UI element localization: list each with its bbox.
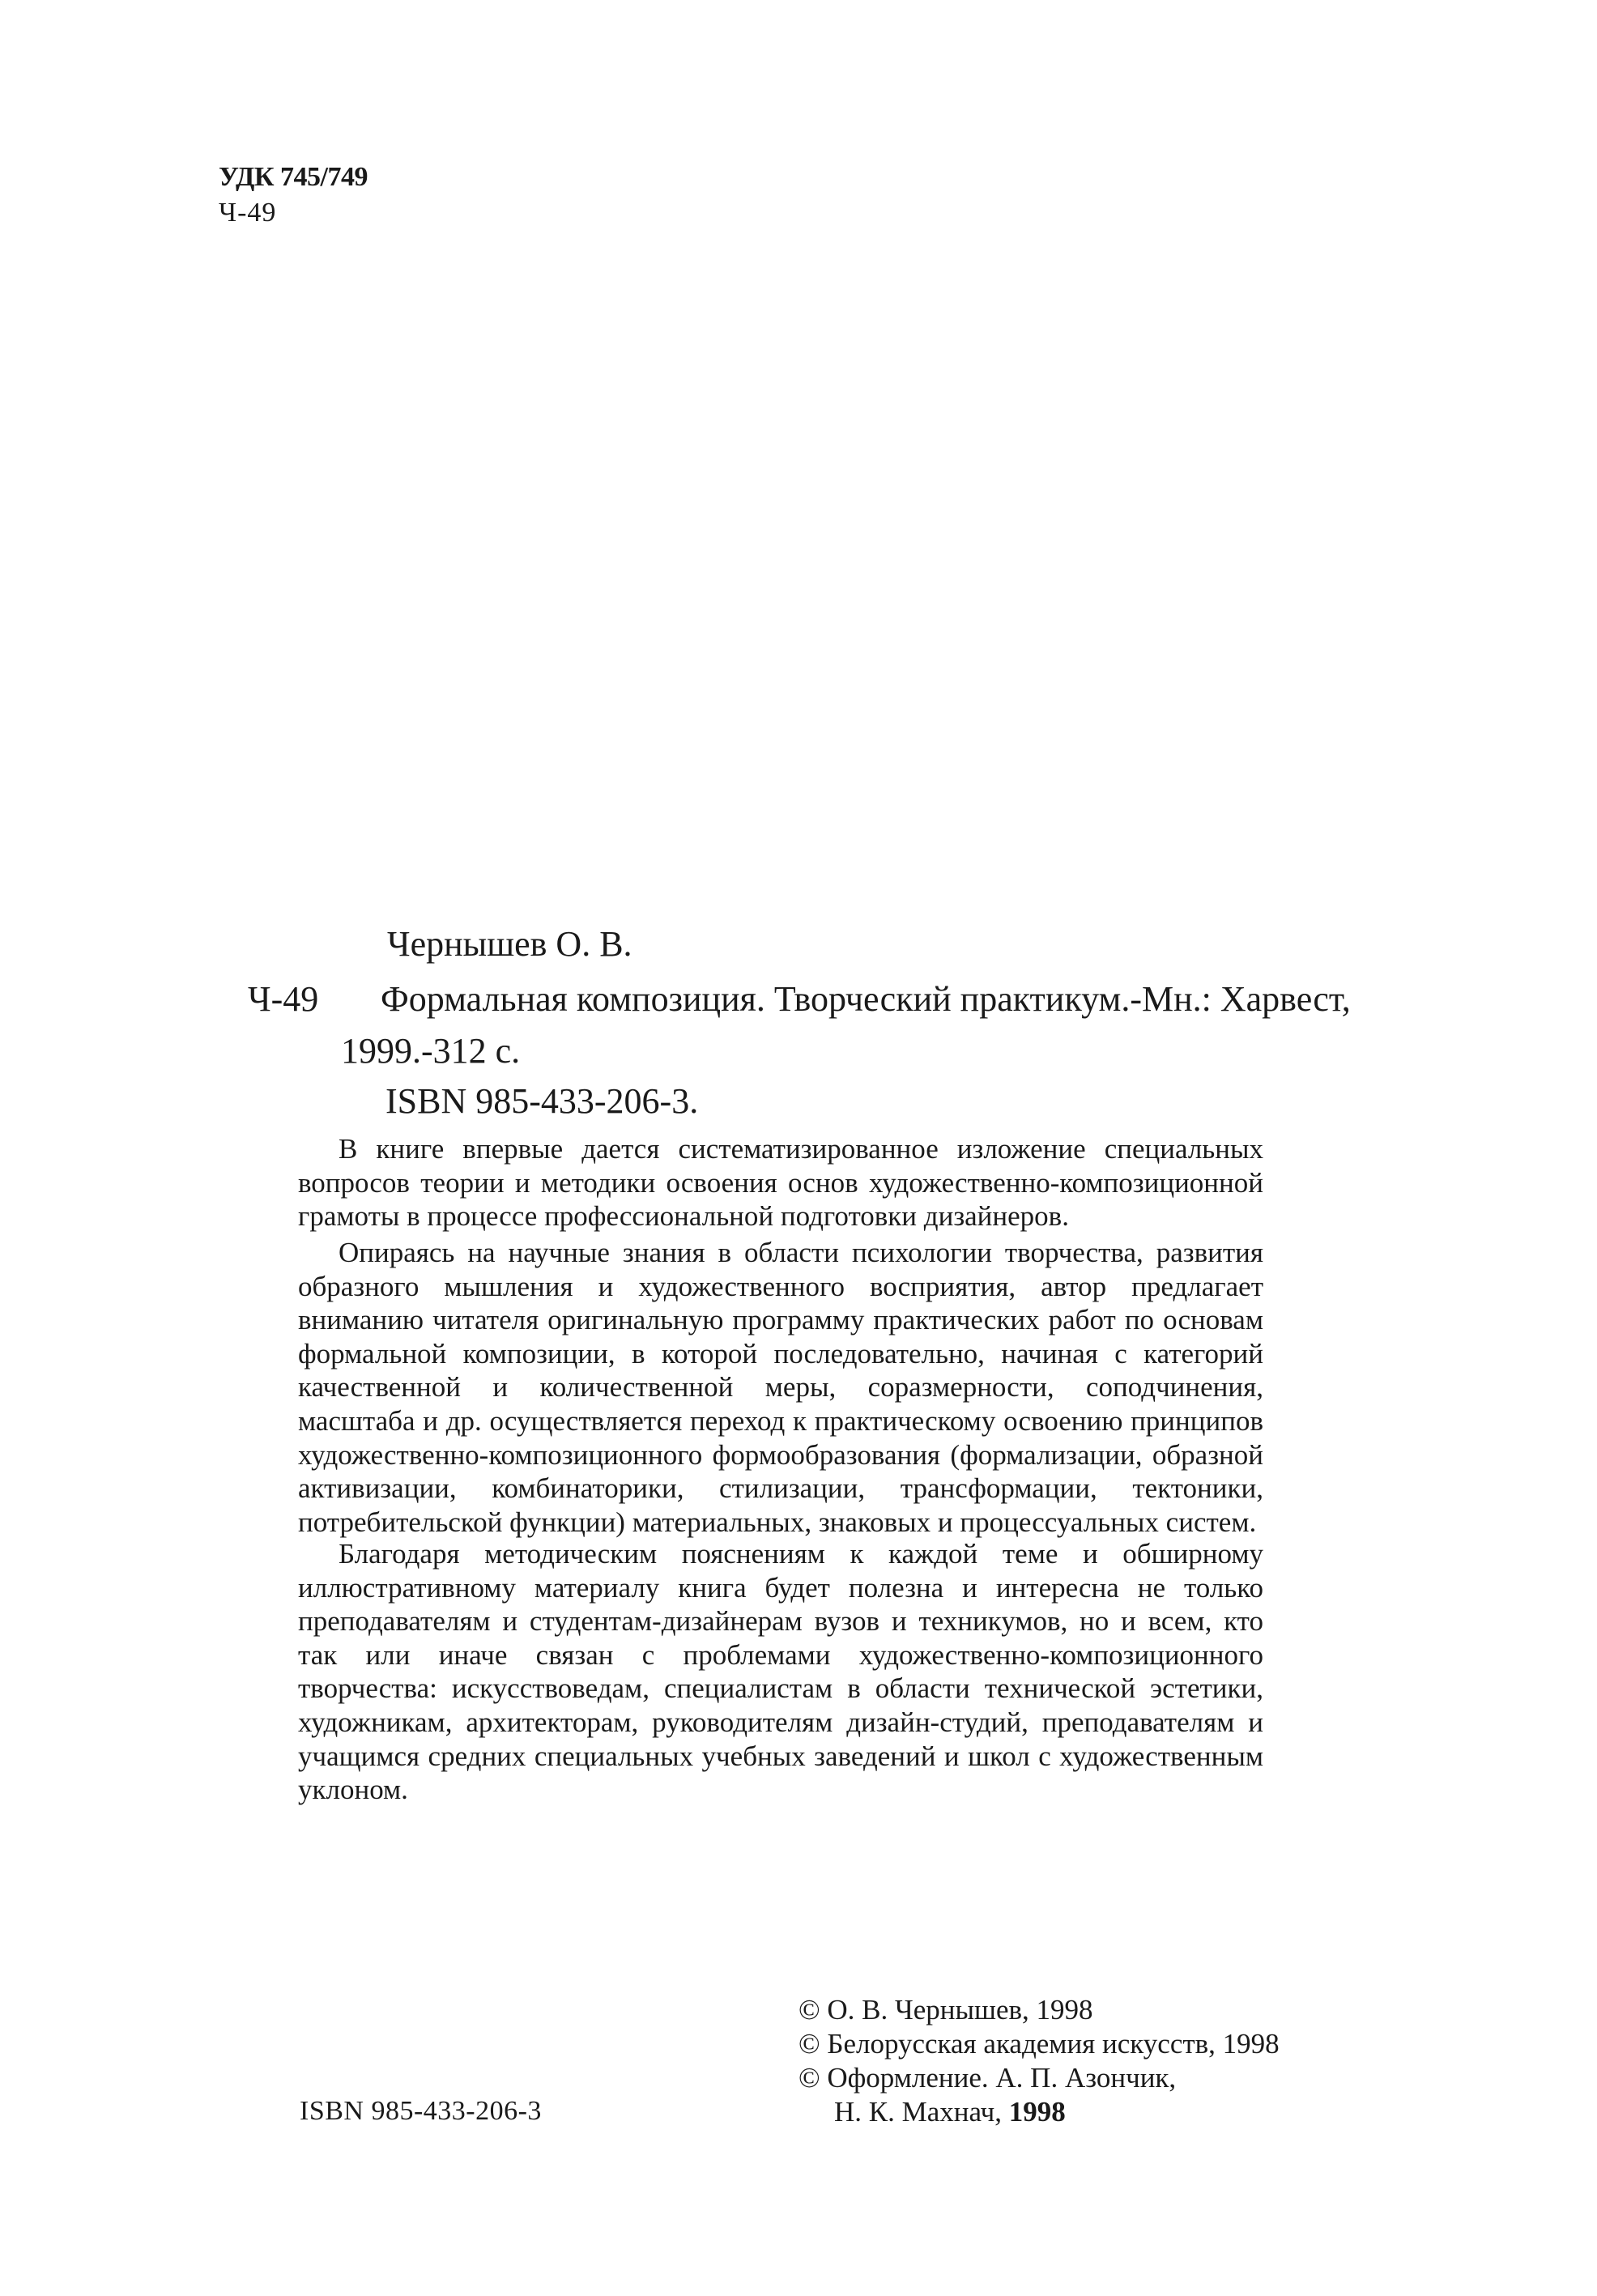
book-title-line: Формальная композиция. Творческий практикум.-Мн.: Харвест,	[381, 979, 1351, 1019]
isbn-footer: ISBN 985-433-206-3	[300, 2096, 542, 2126]
copyright-author: © О. В. Чернышев, 1998	[798, 1994, 1093, 2026]
abstract-paragraph: В книге впервые дается систематизированное изложение специальных вопросов теории и методики освоения основ художественно-композиционной грамоты в процессе профессиональной подготовки дизайнеров.	[298, 1133, 1263, 1233]
abstract-paragraph: Благодаря методическим пояснениям к каждой теме и обширному иллюстративному материалу книга будет полезна и интересна не только преподавателям и студентам-дизайнерам вузов и техникумов, но и всем, кто так или иначе связан с проблемами художественно-композиционного творчества: искусствоведам, специалистам в области технической эстетики, художникам, архитекторам, руководителям дизайн-студий, преподавателям и учащимся средних специальных учебных заведений и школ с художественным уклоном.	[298, 1538, 1263, 1806]
copyright-academy: © Белорусская академия искусств, 1998	[798, 2028, 1280, 2060]
catalog-code: Ч-49	[219, 198, 277, 228]
author-name: Чернышев О. В.	[387, 924, 632, 964]
catalog-code-biblio: Ч-49	[248, 979, 319, 1019]
copyright-design-continued	[834, 2096, 1066, 2128]
year-pages: 1999.-312 с.	[341, 1031, 521, 1071]
udk-label: УДК 745/749	[219, 162, 368, 192]
isbn-biblio: ISBN 985-433-206-3.	[385, 1081, 699, 1121]
copyright-design: © Оформление. А. П. Азончик,	[798, 2062, 1177, 2094]
copyright-design-names: Н. К. Махнач,	[834, 2096, 1002, 2128]
abstract-paragraph: Опираясь на научные знания в области психологии творчества, развития образного мышления и художественного восприятия, автор предлагает вниманию читателя оригинальную программу практических работ по основам формальной композиции, в которой последовательно, начиная с категорий качественной и количественной меры, соразмерности, соподчинения, масштаба и др. осуществляется переход к практическому освоению принципов художественно-композиционного формообразования (формализации, образной активизации, комбинаторики, стилизации, трансформации, тектоники, потребительской функции) материальных, знаковых и процессуальных систем.	[298, 1237, 1263, 1538]
copyright-design-year: 1998	[1008, 2096, 1066, 2128]
